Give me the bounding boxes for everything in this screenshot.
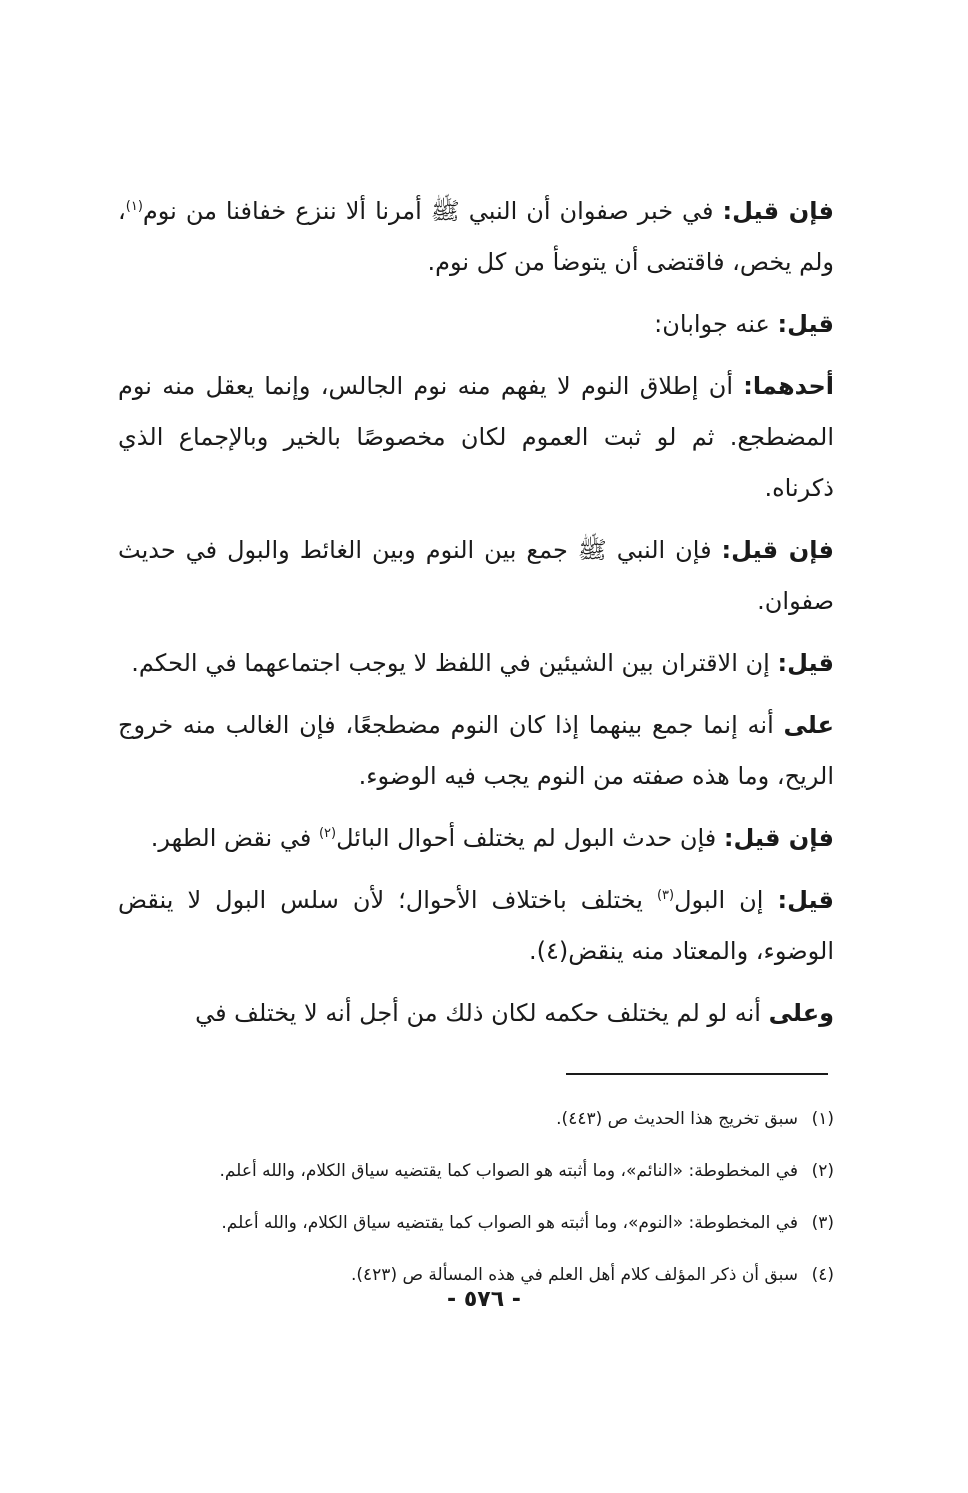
paragraph-text: أنه إنما جمع بينهما إذا كان النوم مضطجعًا، فإن الغالب منه خروج الريح، وما هذه صفته من النوم يجب فيه الوضوء. [118, 711, 834, 790]
paragraph-text: فإن حدث البول لم يختلف أحوال البائل [336, 824, 724, 852]
paragraph-text: عنه جوابان: [654, 310, 778, 338]
footnote-number: (١) [811, 1109, 834, 1129]
footnote-text: في المخطوطة: «النائم»، وما أثبته هو الصواب كما يقتضيه سياق الكلام، والله أعلم. [219, 1161, 798, 1181]
paragraph-text: في خبر صفوان أن النبي ﷺ أمرنا ألا ننزع خفافنا من نوم [142, 197, 723, 225]
paragraph-lead: فإن قيل: [723, 824, 834, 852]
footnote-number: (٣) [811, 1213, 834, 1233]
footnote [118, 1156, 834, 1208]
footnote-ref[interactable]: (٢) [318, 826, 337, 841]
paragraph [118, 299, 834, 350]
paragraph-lead: على [783, 711, 834, 739]
paragraph [118, 361, 834, 514]
paragraph [118, 186, 834, 288]
footnote-text: سبق تخريج هذا الحديث ص (٤٤٣). [556, 1109, 798, 1129]
paragraph-text: إن الاقتران بين الشيئين في اللفظ لا يوجب اجتماعهما في الحكم. [131, 649, 778, 677]
paragraph [118, 638, 834, 689]
footnote [118, 1208, 834, 1260]
footnote-ref[interactable]: (٣) [656, 888, 675, 903]
paragraph-tail: ، ولم يخص، فاقتضى أن يتوضأ من كل نوم. [118, 197, 834, 276]
footnotes [118, 1104, 834, 1312]
paragraph-lead: قيل: [777, 886, 834, 914]
paragraph-lead: فإن قيل: [721, 536, 834, 564]
paragraph-lead: وعلى [768, 999, 834, 1027]
paragraph-lead: قيل: [777, 310, 834, 338]
footnote [118, 1104, 834, 1156]
paragraph-text: إن البول [674, 886, 778, 914]
paragraph-lead: فإن قيل: [722, 197, 834, 225]
footnote-ref[interactable]: (١) [125, 199, 143, 214]
footnote-text: سبق أن ذكر المؤلف كلام أهل العلم في هذه المسألة ص (٤٢٣). [350, 1265, 798, 1285]
paragraph-lead: قيل: [777, 649, 834, 677]
paragraph [118, 988, 834, 1039]
paragraph [118, 875, 834, 977]
page-number: - ٥٧٦ - [447, 1287, 521, 1312]
paragraph-text: أن إطلاق النوم لا يفهم منه نوم الجالس، وإنما يعقل منه نوم المضطجع. ثم لو ثبت العموم لكان مخصوصًا بالخير وبالإجماع الذي ذكرناه. [118, 372, 834, 502]
paragraph-tail: في نقض الطهر. [150, 824, 319, 852]
main-text [118, 186, 834, 1050]
paragraph-tail: يختلف باختلاف الأحوال؛ لأن سلس البول لا ينقض الوضوء، والمعتاد منه ينقض(٤). [118, 886, 834, 965]
paragraph [118, 525, 834, 627]
footnote-text: في المخطوطة: «النوم»، وما أثبته هو الصواب كما يقتضيه سياق الكلام، والله أعلم. [221, 1213, 798, 1233]
paragraph-text: أنه لو لم يختلف حكمه لكان ذلك من أجل أنه لا يختلف في [195, 999, 769, 1027]
paragraph-lead: أحدهما: [743, 372, 834, 400]
paragraph-text: فإن النبي ﷺ جمع بين النوم وبين الغائط والبول في حديث صفوان. [118, 536, 834, 615]
footnote-number: (٤) [811, 1265, 834, 1285]
paragraph [118, 700, 834, 802]
paragraph [118, 813, 834, 864]
footnote-number: (٢) [811, 1161, 834, 1181]
footnote-divider [566, 1073, 828, 1075]
